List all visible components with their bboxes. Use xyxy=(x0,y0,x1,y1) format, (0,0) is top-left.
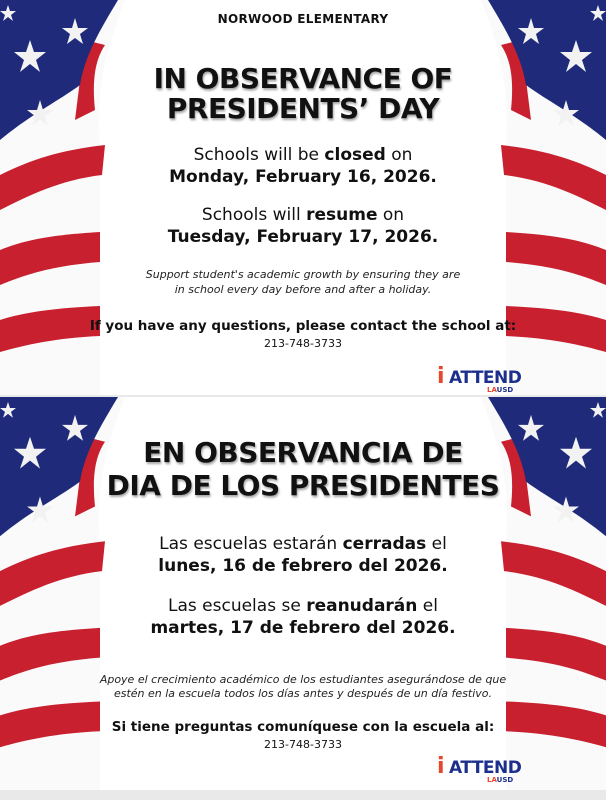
resume-text: Schools will resume on xyxy=(201,205,405,225)
spanish-announcement xyxy=(0,397,606,790)
phone-number: 213-748-3733 xyxy=(264,337,342,350)
closed-text: Las escuelas estarán cerradas el xyxy=(159,534,447,554)
closed-text: Schools will be closed on xyxy=(193,145,413,165)
title-line-2: PRESIDENTS’ DAY xyxy=(166,92,440,125)
closed-date: Monday, February 16, 2026. xyxy=(169,167,437,187)
title-line-2: DIA DE LOS PRESIDENTES xyxy=(106,469,500,502)
questions-text: Si tiene preguntas comuníquese con la escuela al: xyxy=(111,719,495,735)
resume-text: Las escuelas se reanudarán el xyxy=(168,596,438,616)
iattend-lausd-logo: i ATTEND LAUSD xyxy=(437,754,522,784)
support-line-1: Apoye el crecimiento académico de los estudiantes asegurándose de que xyxy=(99,673,507,686)
title-line-1: IN OBSERVANCE OF xyxy=(153,62,453,95)
school-name: NORWOOD ELEMENTARY xyxy=(217,12,389,26)
closed-date: lunes, 16 de febrero del 2026. xyxy=(158,556,448,576)
phone-number: 213-748-3733 xyxy=(264,738,342,751)
support-line-2: estén en la escuela todos los días antes y después de un día festivo. xyxy=(113,687,493,700)
american-flag-left-image xyxy=(0,0,130,395)
title-line-1: EN OBSERVANCIA DE xyxy=(143,436,463,469)
questions-text: If you have any questions, please contact the school at: xyxy=(89,318,517,334)
english-announcement xyxy=(0,0,606,395)
resume-date: Tuesday, February 17, 2026. xyxy=(167,227,439,247)
iattend-lausd-logo: i ATTEND LAUSD xyxy=(437,364,522,394)
support-line-1: Support student's academic growth by ensuring they are xyxy=(145,268,461,281)
resume-date: martes, 17 de febrero del 2026. xyxy=(150,618,456,638)
support-line-2: in school every day before and after a holiday. xyxy=(174,283,432,296)
american-flag-right-image xyxy=(476,0,606,395)
